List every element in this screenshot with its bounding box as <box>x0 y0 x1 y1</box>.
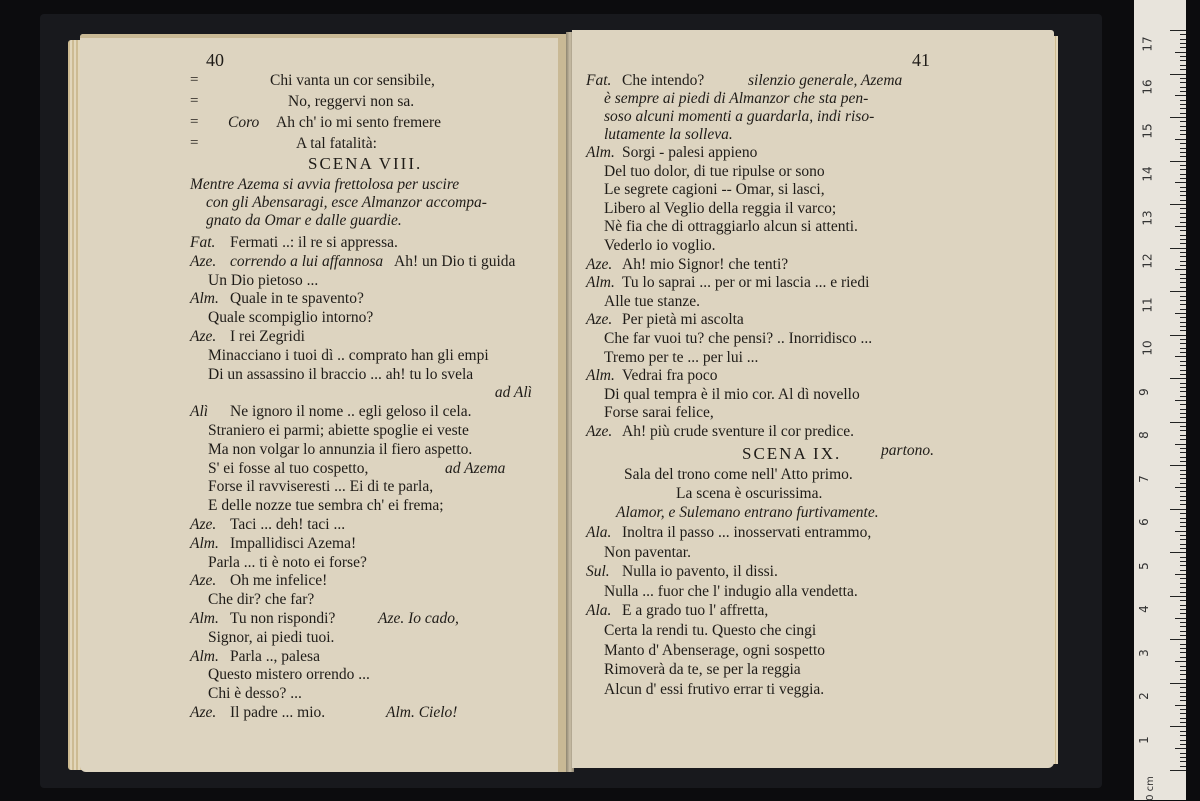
stage-direction: partono. <box>881 441 934 459</box>
ruler-tick <box>1175 574 1186 575</box>
ruler-tick <box>1170 74 1186 75</box>
ruler-tick <box>1180 439 1186 440</box>
ruler-tick <box>1180 326 1186 327</box>
page-number: 41 <box>912 50 930 70</box>
ruler-tick <box>1175 313 1186 314</box>
ruler-tick <box>1180 600 1186 601</box>
dialogue-line: Tremo per te ... per lui ... <box>604 348 759 366</box>
left-page <box>80 34 568 772</box>
right-page <box>572 30 1054 768</box>
ruler-number: 2 <box>1136 692 1151 701</box>
ruler-tick <box>1180 766 1186 767</box>
ruler-tick <box>1180 239 1186 240</box>
ruler-tick <box>1170 117 1186 118</box>
ruler-number: 7 <box>1136 474 1151 483</box>
ruler-tick <box>1180 535 1186 536</box>
stage-direction: è sempre ai piedi di Almanzor che sta pen- <box>604 90 869 107</box>
ruler-tick <box>1180 679 1186 680</box>
ruler-tick <box>1180 413 1186 414</box>
ruler-number: 11 <box>1140 297 1155 313</box>
ruler-tick <box>1180 452 1186 453</box>
ruler-tick <box>1180 274 1186 275</box>
ruler-tick <box>1170 161 1186 162</box>
dialogue-line: Tu non rispondi? <box>230 610 336 627</box>
ruler-tick <box>1180 278 1186 279</box>
ruler-tick <box>1180 309 1186 310</box>
ruler-tick <box>1180 87 1186 88</box>
ruler-tick <box>1180 448 1186 449</box>
ruler-number: 13 <box>1140 210 1155 226</box>
dialogue-line: Nulla ... fuor che l' indugio alla vendetta. <box>604 582 858 600</box>
speaker: Alm. <box>190 610 219 627</box>
ruler-tick <box>1180 644 1186 645</box>
ruler-tick <box>1180 557 1186 558</box>
ruler-tick <box>1180 322 1186 323</box>
speaker: Aze. <box>190 572 217 590</box>
ruler-tick <box>1180 409 1186 410</box>
ruler-tick <box>1180 387 1186 388</box>
dialogue-line: Taci ... deh! taci ... <box>230 516 346 533</box>
ruler-tick <box>1180 200 1186 201</box>
speaker: Aze. <box>586 423 613 440</box>
ruler-tick <box>1180 457 1186 458</box>
ruler-tick <box>1170 552 1186 553</box>
dialogue-line: I rei Zegridi <box>230 328 305 345</box>
ruler-tick <box>1180 370 1186 371</box>
ruler-tick <box>1180 570 1186 571</box>
ruler-tick <box>1180 252 1186 253</box>
stage-direction: Mentre Azema si avvia frettolosa per uscire <box>190 176 460 193</box>
stage-direction: correndo a lui affannosa <box>230 252 384 270</box>
speaker: Fat. <box>586 72 612 89</box>
ruler-tick <box>1180 56 1186 57</box>
ruler-tick <box>1180 696 1186 697</box>
dialogue-line: Di qual tempra è il mio cor. Al dì novello <box>604 385 860 403</box>
ruler-tick <box>1180 670 1186 671</box>
speaker: Alm. <box>190 534 219 552</box>
ruler-tick <box>1180 208 1186 209</box>
speaker: Sul. <box>586 563 610 581</box>
dialogue-line: Vederlo io voglio. <box>604 237 716 254</box>
ruler-tick <box>1175 531 1186 532</box>
dialogue-line: Impallidisci Azema! <box>230 534 357 552</box>
dialogue-line: E a grado tuo l' affretta, <box>622 602 769 620</box>
ruler-tick <box>1180 761 1186 762</box>
stage-direction: lutamente la solleva. <box>604 126 733 143</box>
ruler-tick <box>1180 282 1186 283</box>
dialogue-line: S' ei fosse al tuo cospetto, <box>208 459 369 477</box>
ruler-tick <box>1180 339 1186 340</box>
ruler-number: 16 <box>1140 79 1155 95</box>
ruler-tick <box>1180 65 1186 66</box>
aside: ad Azema <box>445 459 506 477</box>
ruler-tick <box>1180 470 1186 471</box>
ruler-tick <box>1180 69 1186 70</box>
dialogue-line: Quale scompiglio intorno? <box>208 309 374 327</box>
dialogue-line: Ah! mio Signor! che tenti? <box>622 255 789 273</box>
dialogue-line: E delle nozze tue sembra ch' ei frema; <box>208 497 444 515</box>
ruler-tick <box>1180 578 1186 579</box>
dialogue-line: Minacciano i tuoi dì .. comprato han gli empi <box>208 346 489 364</box>
speaker: Aze. <box>586 255 613 273</box>
ruler-tick <box>1180 657 1186 658</box>
dialogue-line: Forse il ravviseresti ... Ei di te parla, <box>208 478 434 496</box>
ruler-tick <box>1180 165 1186 166</box>
ruler-tick <box>1170 770 1186 771</box>
dialogue-line: Forse sarai felice, <box>604 404 714 422</box>
ruler-tick <box>1180 622 1186 623</box>
verse-line: No, reggervi non sa. <box>288 93 415 110</box>
aside: Aze. Io cado, <box>378 610 459 627</box>
dialogue-line: Ah! un Dio ti guida <box>394 252 516 270</box>
dialogue-line: Nulla io pavento, il dissi. <box>622 563 778 581</box>
ruler-tick <box>1180 526 1186 527</box>
page-number: 40 <box>206 50 224 70</box>
dialogue-line: Le segrete cagioni -- Omar, si lasci, <box>604 181 825 199</box>
ruler-tick <box>1180 195 1186 196</box>
ruler-tick <box>1180 483 1186 484</box>
ruler-tick <box>1180 613 1186 614</box>
dialogue-line: Alle tue stanze. <box>604 292 700 310</box>
ruler-tick <box>1180 718 1186 719</box>
speaker: Alm. <box>586 144 615 161</box>
ruler-tick <box>1180 561 1186 562</box>
ruler-tick <box>1180 34 1186 35</box>
ruler-tick <box>1180 757 1186 758</box>
setting-line: Sala del trono come nell' Atto primo. <box>624 466 853 483</box>
ruler-tick <box>1180 700 1186 701</box>
dialogue-line: Nè fia che di ottraggiarlo alcun si attenti. <box>604 218 858 236</box>
ruler-tick <box>1180 213 1186 214</box>
ruler-tick <box>1175 139 1186 140</box>
ruler-tick <box>1180 330 1186 331</box>
speaker: Alm. <box>190 647 219 665</box>
ruler-tick <box>1170 335 1186 336</box>
dialogue-line: Fermati ..: il re si appressa. <box>230 234 398 251</box>
verse-line: A tal fatalità: <box>296 135 377 152</box>
ruler-number: 17 <box>1140 35 1155 52</box>
ruler-tick <box>1175 95 1186 96</box>
ruler-tick <box>1175 705 1186 706</box>
ruler-tick <box>1170 726 1186 727</box>
stage-direction: soso alcuni momenti a guardarla, indi riso- <box>604 108 875 125</box>
ruler-tick <box>1170 509 1186 510</box>
speaker: Ala. <box>586 602 612 620</box>
ruler-number: 8 <box>1136 431 1151 440</box>
ruler-tick <box>1180 461 1186 462</box>
ruler-tick <box>1180 287 1186 288</box>
ruler-tick <box>1180 753 1186 754</box>
ruler-tick <box>1180 317 1186 318</box>
ruler-tick <box>1180 583 1186 584</box>
ruler-tick <box>1180 169 1186 170</box>
ruler-number: 1 <box>1136 736 1151 744</box>
ruler-tick <box>1180 592 1186 593</box>
ruler-tick <box>1180 565 1186 566</box>
ruler-tick <box>1180 361 1186 362</box>
ruler-tick <box>1180 121 1186 122</box>
ruler-tick <box>1180 713 1186 714</box>
ruler-tick <box>1170 248 1186 249</box>
ruler-tick <box>1180 187 1186 188</box>
dialogue-line: Che intendo? <box>622 72 705 89</box>
dialogue-line: Tu lo saprai ... per or mi lascia ... e riedi <box>622 274 870 292</box>
speaker: Alì <box>190 403 209 421</box>
dialogue-line: Rimoverà da te, se per la reggia <box>604 661 801 679</box>
ruler-tick <box>1180 417 1186 418</box>
ruler-tick <box>1175 400 1186 401</box>
ruler-tick <box>1180 631 1186 632</box>
dialogue-line: Per pietà mi ascolta <box>622 311 744 329</box>
ruler-tick <box>1175 52 1186 53</box>
ruler-tick <box>1170 639 1186 640</box>
ruler-tick <box>1180 652 1186 653</box>
dialogue-line: Certa la rendi tu. Questo che cingi <box>604 622 817 639</box>
ruler-tick <box>1180 687 1186 688</box>
ruler-tick <box>1180 709 1186 710</box>
aside: Alm. Cielo! <box>386 704 458 721</box>
ruler-tick <box>1170 465 1186 466</box>
ruler-tick <box>1180 391 1186 392</box>
ruler-tick <box>1180 178 1186 179</box>
dialogue-line: Non paventar. <box>604 543 691 561</box>
ruler-tick <box>1180 504 1186 505</box>
stage-direction: con gli Abensaragi, esce Almanzor accompa- <box>206 194 487 211</box>
ruler-tick <box>1180 217 1186 218</box>
ruler-tick <box>1180 91 1186 92</box>
ruler-tick <box>1180 39 1186 40</box>
ruler-tick <box>1180 522 1186 523</box>
dialogue-line: Del tuo dolor, di tue ripulse or sono <box>604 162 825 180</box>
ruler-tick <box>1180 100 1186 101</box>
dialogue-line: Vedrai fra poco <box>622 367 718 385</box>
verse-line: Ah ch' io mi sento fremere <box>276 114 442 131</box>
ruler-tick <box>1175 661 1186 662</box>
dialogue-line: Ne ignoro il nome .. egli geloso il cela. <box>230 403 472 421</box>
speaker: Aze. <box>190 328 217 345</box>
ruler-tick <box>1180 731 1186 732</box>
ruler-number: 6 <box>1136 518 1151 527</box>
ruler-tick <box>1180 256 1186 257</box>
dialogue-line: Questo mistero orrendo ... <box>208 666 370 684</box>
ruler-tick <box>1180 152 1186 153</box>
speaker: Fat. <box>190 234 216 251</box>
ruler-tick <box>1180 744 1186 745</box>
ruler-tick <box>1180 635 1186 636</box>
ruler-tick <box>1170 378 1186 379</box>
ruler-tick <box>1180 43 1186 44</box>
ruler-tick <box>1180 261 1186 262</box>
dialogue-line: Straniero ei parmi; abiette spoglie ei veste <box>208 422 469 439</box>
dialogue-line: Di un assassino il braccio ... ah! tu lo svela <box>208 365 474 383</box>
ruler-tick <box>1175 226 1186 227</box>
speaker: Alm. <box>190 290 219 308</box>
ruler-tick <box>1170 683 1186 684</box>
verse-line: Chi vanta un cor sensibile, <box>270 72 435 89</box>
ruler-tick <box>1175 269 1186 270</box>
verse-mark: = <box>190 114 199 130</box>
ruler-tick <box>1180 587 1186 588</box>
ruler-tick <box>1180 348 1186 349</box>
ruler-tick <box>1180 235 1186 236</box>
ruler-tick <box>1180 174 1186 175</box>
dialogue-line: Ma non volgar lo annunzia il fiero aspetto. <box>208 440 473 458</box>
ruler-tick <box>1180 300 1186 301</box>
ruler-tick <box>1175 618 1186 619</box>
stage-direction: ad Alì <box>494 384 532 402</box>
ruler-tick <box>1180 474 1186 475</box>
ruler-tick <box>1180 104 1186 105</box>
ruler-tick <box>1180 396 1186 397</box>
ruler-tick <box>1180 383 1186 384</box>
ruler-number: 9 <box>1136 387 1151 396</box>
verse-mark: = <box>190 135 199 151</box>
speaker: Alm. <box>586 367 615 385</box>
speaker: Alm. <box>586 274 615 292</box>
dialogue-line: Libero al Veglio della reggia il varco; <box>604 199 837 217</box>
dialogue-line: Oh me infelice! <box>230 572 328 590</box>
verse-mark: = <box>190 93 199 109</box>
ruler-tick <box>1175 444 1186 445</box>
ruler-tick <box>1180 143 1186 144</box>
ruler-tick <box>1170 596 1186 597</box>
ruler-tick <box>1180 513 1186 514</box>
dialogue-line: Quale in te spavento? <box>230 290 364 308</box>
speaker: Ala. <box>586 524 612 541</box>
ruler-tick <box>1180 108 1186 109</box>
ruler-tick <box>1180 126 1186 127</box>
ruler-tick <box>1180 230 1186 231</box>
scene-title: SCENA VIII. <box>308 154 423 173</box>
ruler-tick <box>1180 265 1186 266</box>
ruler-tick <box>1180 692 1186 693</box>
ruler-tick <box>1170 422 1186 423</box>
ruler-tick <box>1180 539 1186 540</box>
ruler-tick <box>1180 130 1186 131</box>
stage-direction: Alamor, e Sulemano entrano furtivamente. <box>616 504 879 521</box>
ruler-tick <box>1180 548 1186 549</box>
ruler-tick <box>1180 722 1186 723</box>
ruler-tick <box>1180 605 1186 606</box>
ruler-tick <box>1180 735 1186 736</box>
scene-title: SCENA IX. <box>742 444 842 463</box>
verse-mark: = <box>190 72 199 88</box>
ruler-tick <box>1180 113 1186 114</box>
ruler-tick <box>1180 435 1186 436</box>
ruler-tick <box>1180 60 1186 61</box>
dialogue-line: Il padre ... mio. <box>230 704 326 721</box>
ruler-tick <box>1180 426 1186 427</box>
setting-line: La scena è oscurissima. <box>676 485 823 502</box>
ruler-tick <box>1180 478 1186 479</box>
ruler-tick <box>1180 243 1186 244</box>
ruler-number: 14 <box>1140 166 1155 182</box>
measuring-ruler <box>1134 0 1186 800</box>
dialogue-line: Parla .., palesa <box>230 647 320 665</box>
dialogue-line: Che far vuoi tu? che pensi? .. Inorridisco ... <box>604 330 873 347</box>
dialogue-line: Che dir? che far? <box>208 591 315 609</box>
ruler-tick <box>1180 352 1186 353</box>
speaker: Coro <box>228 114 260 131</box>
ruler-tick <box>1180 609 1186 610</box>
ruler-tick <box>1180 47 1186 48</box>
ruler-tick <box>1180 343 1186 344</box>
speaker: Aze. <box>190 252 217 270</box>
ruler-tick <box>1170 30 1186 31</box>
ruler-tick <box>1180 78 1186 79</box>
dialogue-line: Manto d' Abenserage, ogni sospetto <box>604 641 826 659</box>
ruler-tick <box>1180 304 1186 305</box>
ruler-number: 15 <box>1140 122 1155 139</box>
ruler-tick <box>1180 404 1186 405</box>
speaker: Aze. <box>190 516 217 533</box>
ruler-tick <box>1180 148 1186 149</box>
ruler-tick <box>1180 666 1186 667</box>
ruler-tick <box>1180 134 1186 135</box>
ruler-tick <box>1180 496 1186 497</box>
ruler-number: 3 <box>1136 649 1151 657</box>
ruler-tick <box>1180 626 1186 627</box>
ruler-tick <box>1175 356 1186 357</box>
ruler-number: 5 <box>1136 562 1151 570</box>
ruler-tick <box>1180 648 1186 649</box>
ruler-tick <box>1180 374 1186 375</box>
ruler-tick <box>1180 544 1186 545</box>
ruler-tick <box>1180 500 1186 501</box>
speaker: Aze. <box>586 311 613 329</box>
ruler-tick <box>1180 296 1186 297</box>
ruler-tick <box>1180 491 1186 492</box>
speaker: Aze. <box>190 704 217 721</box>
ruler-tick <box>1170 291 1186 292</box>
ruler-tick <box>1180 430 1186 431</box>
ruler-tick <box>1180 156 1186 157</box>
dialogue-line: Un Dio pietoso ... <box>208 271 319 289</box>
dialogue-line: Ah! più crude sventure il cor predice. <box>622 423 854 440</box>
ruler-number: 12 <box>1140 253 1155 269</box>
dialogue-line: Signor, ai piedi tuoi. <box>208 628 335 646</box>
ruler-number: 10 <box>1140 340 1155 356</box>
ruler-number: 4 <box>1136 605 1151 614</box>
dialogue-line: Parla ... ti è noto ei forse? <box>208 553 367 571</box>
dialogue-line: Chi è desso? ... <box>208 685 302 703</box>
ruler-tick <box>1180 518 1186 519</box>
ruler-tick <box>1175 182 1186 183</box>
ruler-tick <box>1175 748 1186 749</box>
ruler-tick <box>1180 191 1186 192</box>
ruler-tick <box>1180 365 1186 366</box>
ruler-tick <box>1180 222 1186 223</box>
stage-direction: gnato da Omar e dalle guardie. <box>206 212 402 229</box>
ruler-tick <box>1170 204 1186 205</box>
dialogue-line: Sorgi - palesi appieno <box>622 144 758 161</box>
ruler-unit-label: 0 cm <box>1144 776 1156 801</box>
ruler-tick <box>1175 487 1186 488</box>
dialogue-line: Inoltra il passo ... inosservati entrammo, <box>622 524 872 541</box>
dialogue-line: Alcun d' essi frutivo errar ti veggia. <box>604 680 825 698</box>
ruler-tick <box>1180 674 1186 675</box>
ruler-tick <box>1180 740 1186 741</box>
stage-direction: silenzio generale, Azema <box>748 72 903 89</box>
ruler-tick <box>1180 82 1186 83</box>
